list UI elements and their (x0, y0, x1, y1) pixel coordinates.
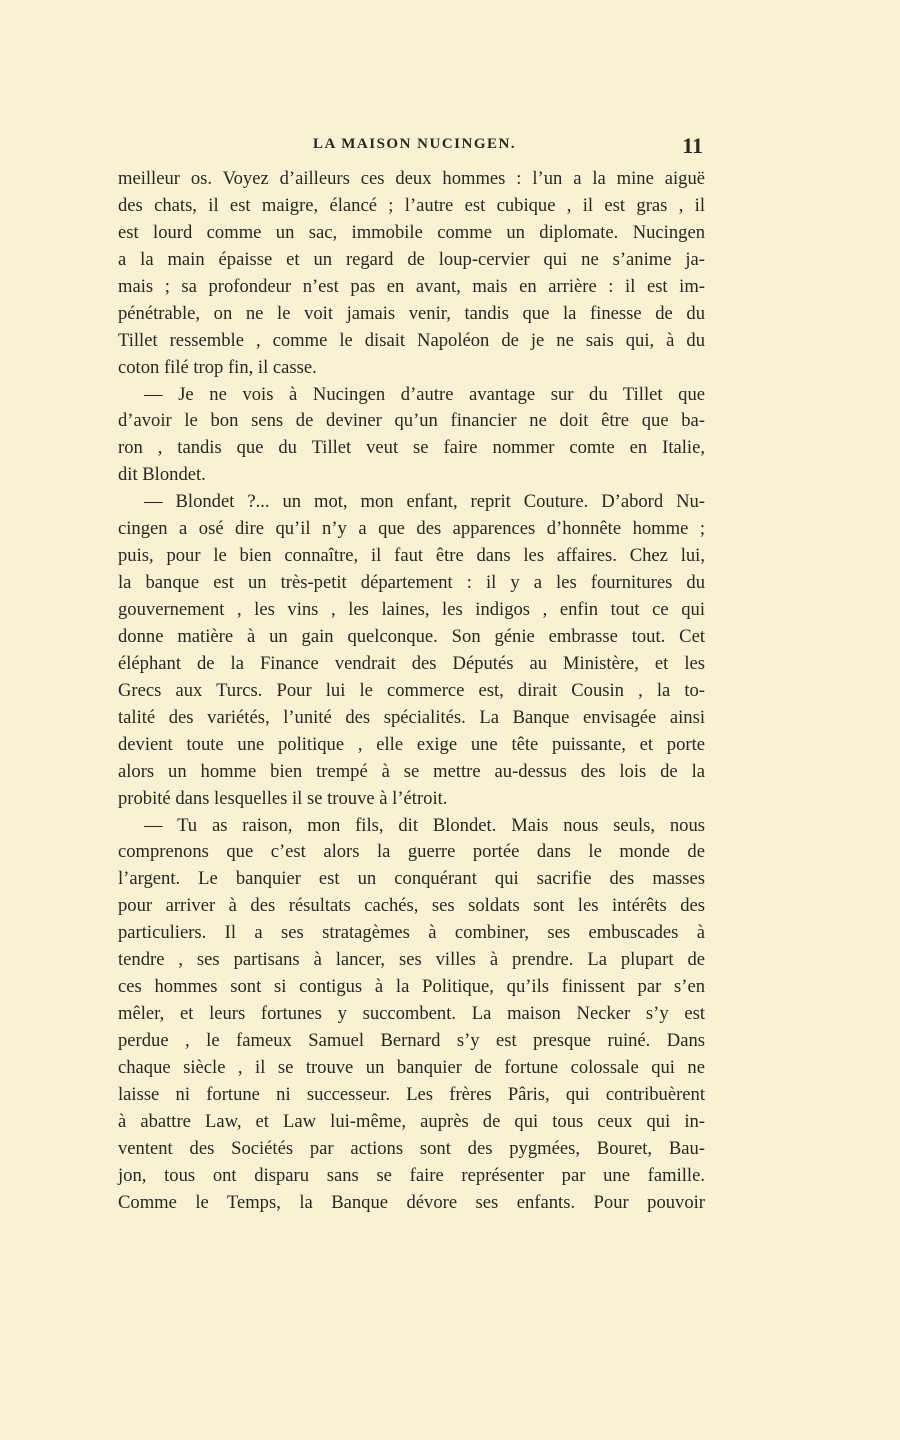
text-line: — Tu as raison, mon fils, dit Blondet. Mais nous seuls, nous (144, 814, 705, 836)
text-line: perdue , le fameux Samuel Bernard s’y est presque ruiné. Dans (118, 1030, 705, 1051)
text-line: laisse ni fortune ni successeur. Les frères Pâris, qui contribuèrent (118, 1083, 705, 1105)
text-line: la banque est un très-petit département : il y a les fournitures du (118, 572, 705, 594)
text-line: probité dans lesquelles il se trouve à l’étroit. (118, 787, 448, 809)
text-line: à abattre Law, et Law lui-même, auprès de qui tous ceux qui in- (118, 1110, 705, 1132)
text-line: coton filé trop fin, il casse. (118, 356, 317, 378)
text-line: Tillet ressemble , comme le disait Napoléon de je ne sais qui, à du (118, 329, 705, 351)
text-line: Grecs aux Turcs. Pour lui le commerce est, dirait Cousin , la to- (118, 679, 705, 701)
text-line: mais ; sa profondeur n’est pas en avant, mais en arrière : il est im- (118, 275, 705, 297)
text-line: ces hommes sont si contigus à la Politique, qu’ils finissent par s’en (118, 976, 705, 998)
text-line: mêler, et leurs fortunes y succombent. La maison Necker s’y est (118, 1003, 705, 1025)
text-line: donne matière à un gain quelconque. Son génie embrasse tout. Cet (118, 625, 705, 647)
page-header (118, 133, 705, 160)
text-line: cingen a osé dire qu’il n’y a que des apparences d’honnête homme ; (118, 518, 705, 540)
text-line: — Je ne vois à Nucingen d’autre avantage sur du Tillet que (144, 383, 705, 405)
text-line: éléphant de la Finance vendrait des Députés au Ministère, et les (118, 652, 705, 674)
text-line: jon, tous ont disparu sans se faire représenter par une famille. (118, 1164, 705, 1186)
text-line: talité des variétés, l’unité des spécialités. La Banque envisagée ainsi (118, 706, 705, 728)
text-line: ventent des Sociétés par actions sont des pygmées, Bouret, Bau- (118, 1137, 705, 1159)
text-line: Comme le Temps, la Banque dévore ses enfants. Pour pouvoir (118, 1191, 705, 1213)
text-line: devient toute une politique , elle exige une tête puissante, et porte (118, 733, 705, 755)
page-number: 11 (682, 133, 703, 158)
text-line: meilleur os. Voyez d’ailleurs ces deux hommes : l’un a la mine aiguë (118, 168, 705, 189)
text-line: — Blondet ?... un mot, mon enfant, reprit Couture. D’abord Nu- (144, 491, 705, 513)
text-line: des chats, il est maigre, élancé ; l’autre est cubique , il est gras , il (118, 194, 705, 216)
text-line: l’argent. Le banquier est un conquérant qui sacrifie des masses (118, 868, 705, 890)
text-line: particuliers. Il a ses stratagèmes à combiner, ses embuscades à (118, 922, 705, 944)
text-line: chaque siècle , il se trouve un banquier de fortune colossale qui ne (118, 1056, 705, 1078)
text-line: ron , tandis que du Tillet veut se faire nommer comte en Italie, (118, 437, 705, 459)
text-line: puis, pour le bien connaître, il faut être dans les affaires. Chez lui, (118, 545, 705, 567)
text-line: d’avoir le bon sens de deviner qu’un financier ne doit être que ba- (118, 410, 705, 432)
text-line: comprenons que c’est alors la guerre portée dans le monde de (118, 841, 705, 863)
body-text (118, 166, 705, 1217)
text-line: alors un homme bien trempé à se mettre au-dessus des lois de la (118, 760, 705, 782)
text-line: gouvernement , les vins , les laines, les indigos , enfin tout ce qui (118, 599, 705, 620)
text-line: dit Blondet. (118, 464, 206, 486)
text-line: pour arriver à des résultats cachés, ses soldats sont les intérêts des (118, 895, 705, 917)
text-line: tendre , ses partisans à lancer, ses villes à prendre. La plupart de (118, 949, 705, 971)
text-line: a la main épaisse et un regard de loup-cervier qui ne s’anime ja- (118, 248, 705, 270)
running-title: LA MAISON NUCINGEN. (313, 136, 517, 152)
text-line: pénétrable, on ne le voit jamais venir, tandis que la finesse de du (118, 302, 705, 324)
text-line: est lourd comme un sac, immobile comme un diplomate. Nucingen (118, 221, 705, 243)
